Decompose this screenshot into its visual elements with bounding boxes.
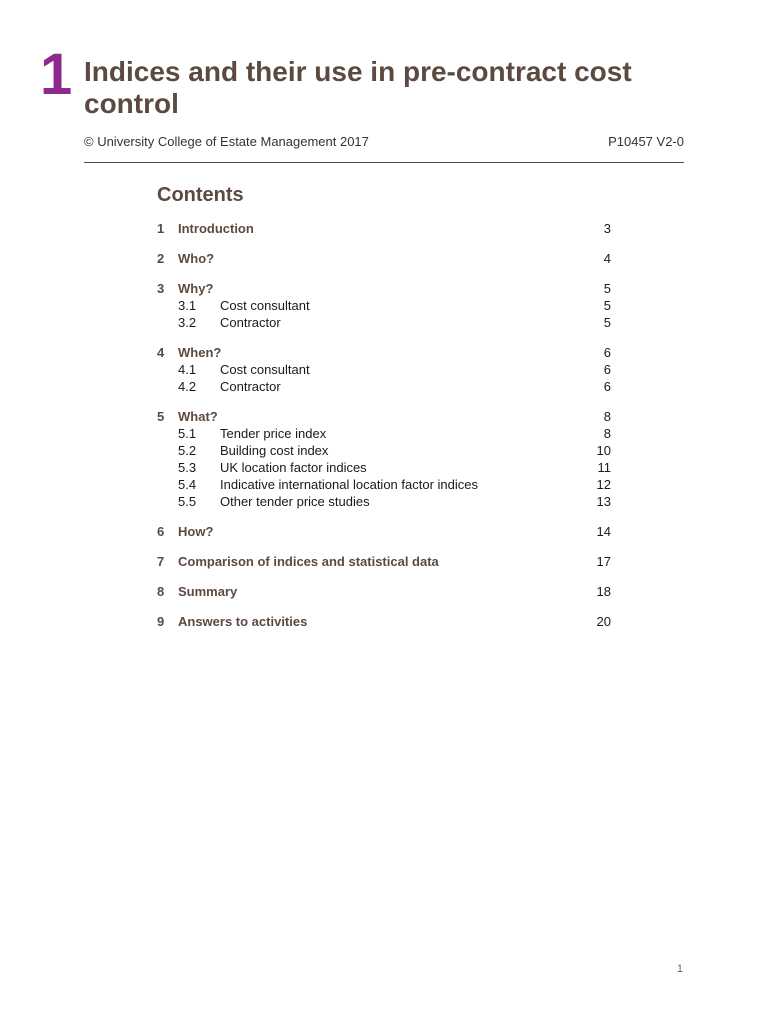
toc-entry-page: 3	[603, 221, 611, 236]
toc-entry-label: Summary	[178, 584, 238, 599]
toc-entry[interactable]	[157, 583, 611, 600]
toc-subentry[interactable]	[157, 459, 611, 476]
toc-entry[interactable]	[157, 613, 611, 630]
toc-subentry[interactable]	[157, 314, 611, 331]
toc-entry-page: 4	[603, 251, 611, 266]
toc-entry-number: 8	[157, 584, 165, 599]
toc-section	[157, 523, 611, 540]
toc-entry-number: 1	[157, 221, 165, 236]
toc-entry-number: 6	[157, 524, 165, 539]
toc-subentry-number: 3.2	[178, 315, 197, 330]
header-divider	[84, 162, 684, 163]
toc-entry[interactable]	[157, 250, 611, 267]
toc-subentry-number: 4.1	[178, 362, 197, 377]
toc-section	[157, 250, 611, 267]
toc-entry-page: 5	[603, 281, 611, 296]
toc-subentry-label: Cost consultant	[220, 362, 310, 377]
toc-entry-number: 7	[157, 554, 165, 569]
toc-section	[157, 220, 611, 237]
toc-subentry-label: Contractor	[220, 379, 281, 394]
toc-entry-label: Why?	[178, 281, 214, 296]
toc-subentry-page: 12	[596, 477, 611, 492]
toc-subentry-number: 5.4	[178, 477, 197, 492]
toc-entry-label: When?	[178, 345, 222, 360]
toc-subentry[interactable]	[157, 493, 611, 510]
toc-entry[interactable]	[157, 553, 611, 570]
chapter-title: Indices and their use in pre-contract cost control	[84, 56, 632, 119]
toc-entry-number: 5	[157, 409, 165, 424]
toc-entry-label: What?	[178, 409, 218, 424]
toc-entry-page: 18	[596, 584, 611, 599]
toc-subentry-number: 3.1	[178, 298, 197, 313]
toc-subentry[interactable]	[157, 476, 611, 493]
toc-entry-page: 14	[596, 524, 611, 539]
toc-subentry-label: Contractor	[220, 315, 281, 330]
toc-entry-page: 6	[603, 345, 611, 360]
toc-subentry-page: 5	[603, 315, 611, 330]
toc-entry-page: 8	[603, 409, 611, 424]
toc-subentry[interactable]	[157, 442, 611, 459]
toc-subentry-number: 5.2	[178, 443, 197, 458]
toc-subentry-page: 6	[603, 362, 611, 377]
toc-section	[157, 344, 611, 395]
toc-subentry[interactable]	[157, 297, 611, 314]
toc-entry-label: Introduction	[178, 221, 254, 236]
toc-subentry-page: 8	[603, 426, 611, 441]
toc-entry[interactable]	[157, 220, 611, 237]
toc-entry-number: 4	[157, 345, 165, 360]
toc-entry-page: 17	[596, 554, 611, 569]
toc-entry-number: 9	[157, 614, 165, 629]
meta-row	[84, 134, 684, 149]
toc-section	[157, 280, 611, 331]
toc-entry-number: 2	[157, 251, 165, 266]
toc-entry-page: 20	[596, 614, 611, 629]
toc-subentry-number: 5.1	[178, 426, 197, 441]
toc-subentry-number: 4.2	[178, 379, 197, 394]
toc-entry-label: Comparison of indices and statistical data	[178, 554, 439, 569]
toc-subentry[interactable]	[157, 378, 611, 395]
toc-section	[157, 583, 611, 600]
toc-subentry-label: Indicative international location factor indices	[220, 477, 478, 492]
toc-subentry[interactable]	[157, 425, 611, 442]
toc-entry-label: Who?	[178, 251, 215, 266]
toc-section	[157, 408, 611, 510]
toc-entry-label: Answers to activities	[178, 614, 308, 629]
document-code: P10457 V2-0	[608, 134, 684, 149]
toc-subentry-page: 6	[603, 379, 611, 394]
toc-entry-number: 3	[157, 281, 165, 296]
toc-subentry-page: 11	[597, 460, 611, 475]
toc-subentry[interactable]	[157, 361, 611, 378]
toc-subentry-label: Other tender price studies	[220, 494, 370, 509]
contents-heading: Contents	[157, 184, 244, 206]
toc-section	[157, 553, 611, 570]
toc-subentry-page: 10	[596, 443, 611, 458]
toc-subentry-label: Building cost index	[220, 443, 329, 458]
toc-subentry-page: 13	[596, 494, 611, 509]
chapter-number: 1	[40, 42, 73, 107]
toc-subentry-label: Tender price index	[220, 426, 327, 441]
toc-subentry-label: Cost consultant	[220, 298, 310, 313]
page-number: 1	[676, 963, 683, 975]
toc-subentry-number: 5.3	[178, 460, 197, 475]
toc-section	[157, 613, 611, 630]
copyright-notice: © University College of Estate Management 2017	[84, 134, 369, 149]
table-of-contents	[157, 220, 611, 643]
toc-entry-label: How?	[178, 524, 214, 539]
toc-entry[interactable]	[157, 523, 611, 540]
toc-subentry-label: UK location factor indices	[220, 460, 367, 475]
toc-entry[interactable]	[157, 344, 611, 361]
toc-subentry-page: 5	[603, 298, 611, 313]
toc-entry[interactable]	[157, 280, 611, 297]
toc-subentry-number: 5.5	[178, 494, 197, 509]
toc-entry[interactable]	[157, 408, 611, 425]
